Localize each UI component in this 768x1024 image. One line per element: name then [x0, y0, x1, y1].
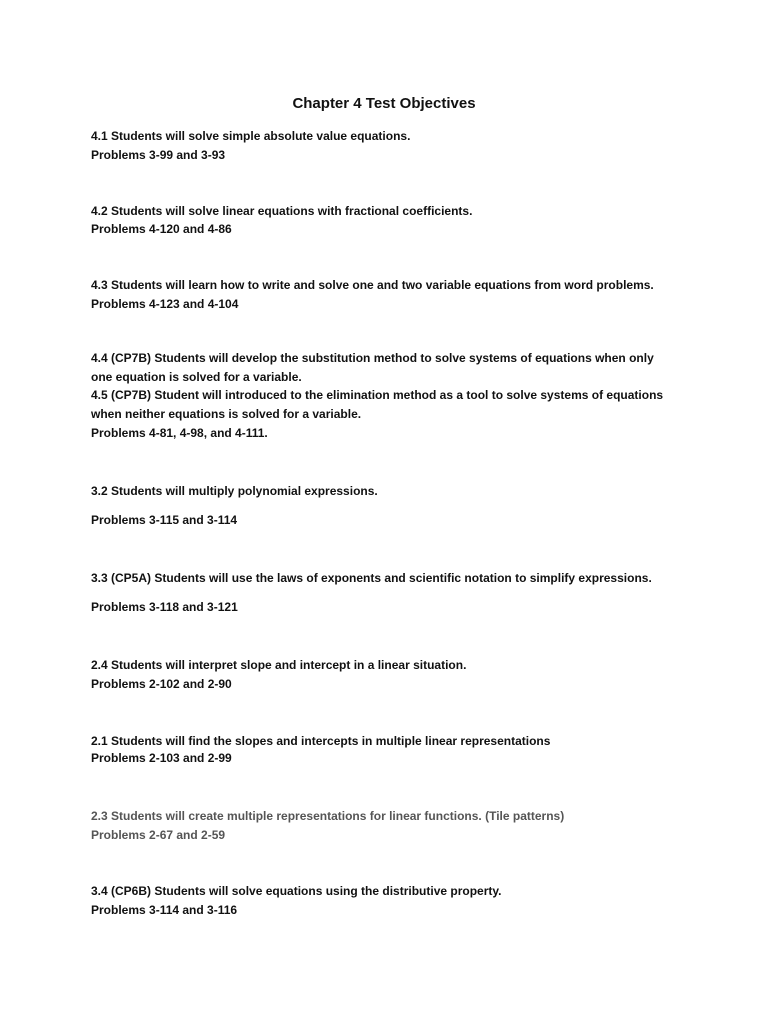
objective-2-4-problems: Problems 2-102 and 2-90: [91, 677, 232, 691]
objective-4-1-text: 4.1 Students will solve simple absolute value equations.: [91, 129, 411, 143]
objective-2-1-text: 2.1 Students will find the slopes and intercepts in multiple linear representations: [91, 734, 551, 748]
objective-2-3-problems: Problems 2-67 and 2-59: [91, 828, 226, 842]
objective-3-4-text: 3.4 (CP6B) Students will solve equations using the distributive property.: [91, 884, 502, 898]
objective-4-4-text-line-1: 4.4 (CP7B) Students will develop the substitution method to solve systems of equations when only: [91, 351, 654, 365]
objective-4-1-problems: Problems 3-99 and 3-93: [91, 148, 226, 162]
objective-3-3-text: 3.3 (CP5A) Students will use the laws of exponents and scientific notation to simplify expressions.: [91, 571, 652, 585]
page-title: Chapter 4 Test Objectives: [292, 95, 476, 112]
objective-3-3-problems: Problems 3-118 and 3-121: [91, 600, 238, 614]
objective-3-4-problems: Problems 3-114 and 3-116: [91, 903, 238, 917]
objective-4-4-text-line-2: one equation is solved for a variable.: [91, 370, 302, 384]
objective-2-4-text: 2.4 Students will interpret slope and intercept in a linear situation.: [91, 658, 467, 672]
objective-4-2-text: 4.2 Students will solve linear equations with fractional coefficients.: [91, 204, 473, 218]
objective-4-3-text: 4.3 Students will learn how to write and solve one and two variable equations from word problems.: [91, 278, 654, 292]
objective-2-1-problems: Problems 2-103 and 2-99: [91, 751, 232, 765]
objective-4-5-text-line-2: when neither equations is solved for a variable.: [91, 407, 362, 421]
objective-4-4-4-5-problems: Problems 4-81, 4-98, and 4-111.: [91, 426, 268, 440]
objective-4-3-problems: Problems 4-123 and 4-104: [91, 297, 239, 311]
objective-4-2-problems: Problems 4-120 and 4-86: [91, 222, 232, 236]
objective-3-2-text: 3.2 Students will multiply polynomial expressions.: [91, 484, 378, 498]
objective-3-2-problems: Problems 3-115 and 3-114: [91, 513, 238, 527]
objective-4-5-text-line-1: 4.5 (CP7B) Student will introduced to the elimination method as a tool to solve systems of equations: [91, 388, 664, 402]
objective-2-3-text: 2.3 Students will create multiple representations for linear functions. (Tile patterns): [91, 809, 565, 823]
